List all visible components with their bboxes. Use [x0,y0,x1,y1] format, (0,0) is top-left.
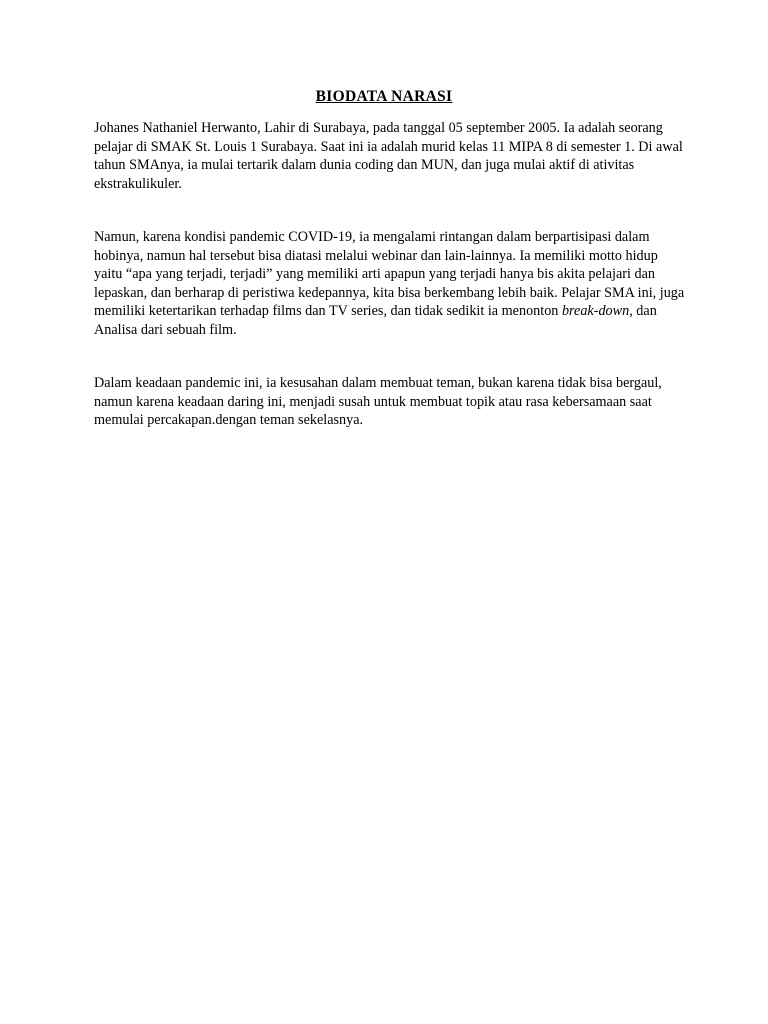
paragraph-pandemic-social: Dalam keadaan pandemic ini, ia kesusahan dalam membuat teman, bukan karena tidak bisa bergaul, namun karena keadaan daring ini, menjadi susah untuk membuat topik atau rasa kebersamaan saat memulai percakapan.dengan teman sekelasnya. [94,375,662,428]
paragraph-hobbies-motto [94,228,686,339]
italic-term: break-down [561,303,630,319]
document-title: BIODATA NARASI [315,88,453,105]
paragraph-text: Namun, karena kondisi pandemic COVID-19, ia mengalami rintangan dalam berpartisipasi dalam hobinya, namun hal tersebut bisa diatasi melalui webinar dan lain-lainnya. Ia memiliki motto hidup yaitu “apa yang terjadi, terjadi” yang memiliki arti apapun yang terjadi hanya bis akita pelajari dan lepaskan, dan berharap di peristiwa kedepannya, kita bisa berkembang lebih baik. Pelajar SMA ini, juga memiliki ketertarikan terhadap films dan TV series, dan tidak sedikit ia menonton [94,229,685,319]
paragraph-biography-intro: Johanes Nathaniel Herwanto, Lahir di Surabaya, pada tanggal 05 september 2005. Ia adalah seorang pelajar di SMAK St. Louis 1 Surabaya. Saat ini ia adalah murid kelas 11 MIPA 8 di semester 1. Di awal tahun SMAnya, ia mulai tertarik dalam dunia coding dan MUN, dan juga mulai aktif di ativitas ekstrakulikuler. [94,120,683,192]
paragraph-text: , dan Analisa dari sebuah film. [94,303,657,338]
